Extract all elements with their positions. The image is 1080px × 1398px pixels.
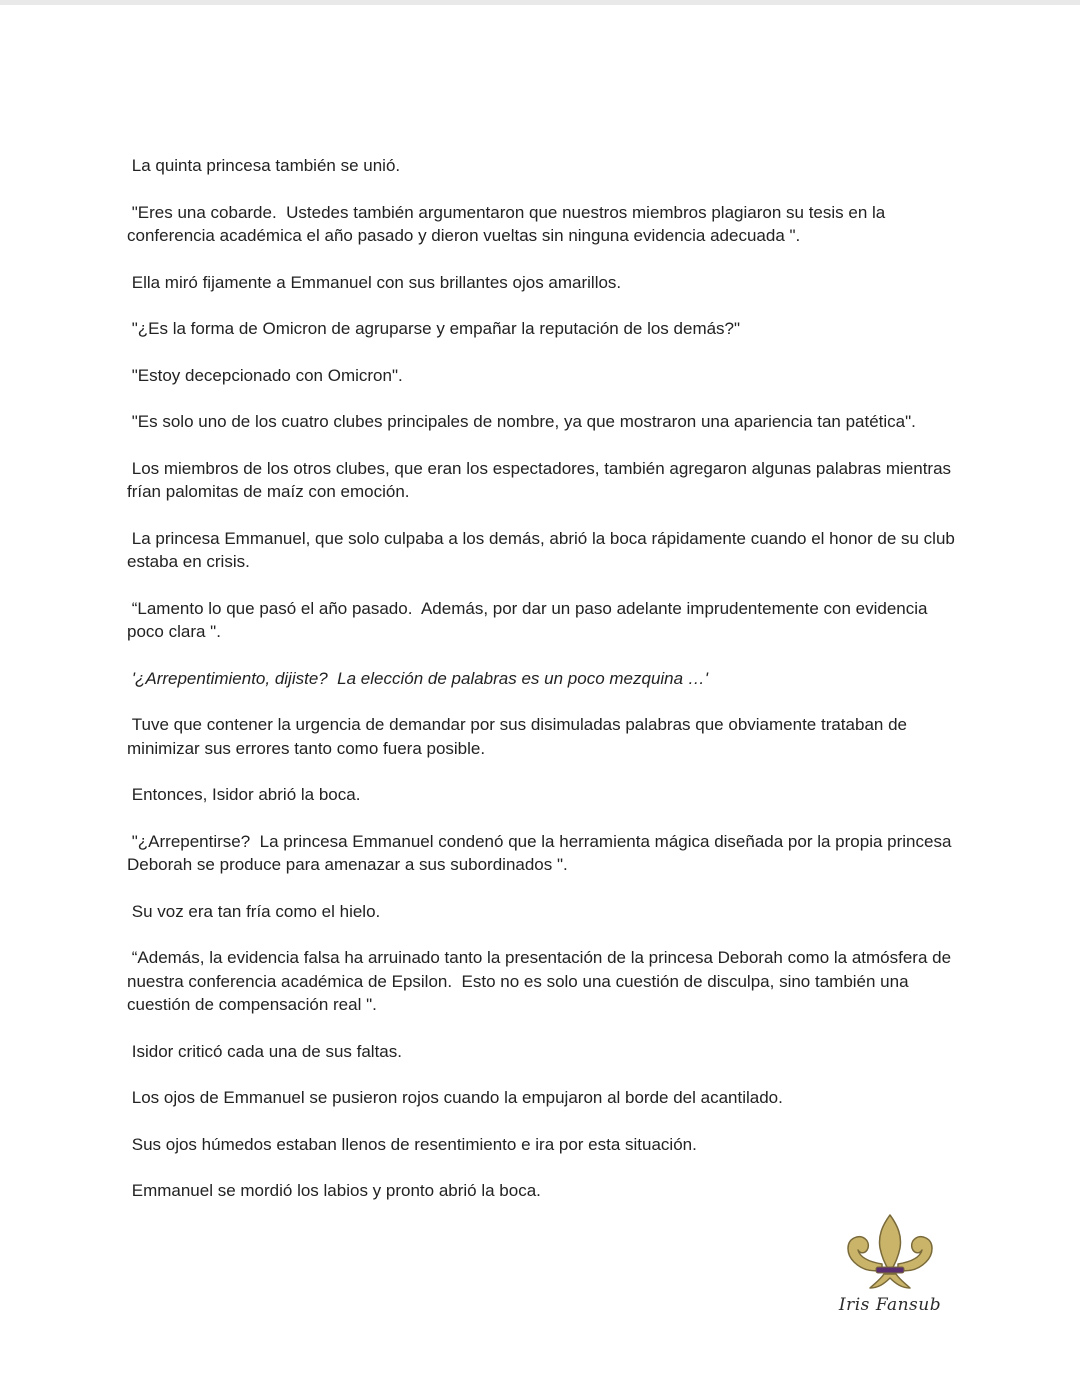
paragraph: "¿Arrepentirse? La princesa Emmanuel condenó que la herramienta mágica diseñada por la propia princesa Deborah se produce para amenazar a sus subordinados ". — [127, 831, 957, 874]
paragraph: Entonces, Isidor abrió la boca. — [127, 785, 361, 804]
top-divider — [0, 0, 1080, 5]
paragraph: Sus ojos húmedos estaban llenos de resentimiento e ira por esta situación. — [127, 1134, 697, 1154]
paragraph: Emmanuel se mordió los labios y pronto abrió la boca. — [127, 1181, 541, 1200]
paragraph: Isidor criticó cada una de sus faltas. — [127, 1041, 402, 1061]
paragraph: Tuve que contener la urgencia de demandar por sus disimuladas palabras que obviamente trataban de minimizar sus errores tanto como fuera posible. — [127, 715, 912, 758]
watermark-logo — [838, 1212, 942, 1324]
paragraph: Los ojos de Emmanuel se pusieron rojos cuando la empujaron al borde del acantilado. — [127, 1088, 783, 1107]
paragraph: "Estoy decepcionado con Omicron". — [127, 365, 403, 385]
paragraph-italic-thought: '¿Arrepentimiento, dijiste? La elección de palabras es un poco mezquina …' — [127, 668, 709, 688]
logo-text: Iris Fansub — [838, 1295, 942, 1315]
paragraph: “Lamento lo que pasó el año pasado. Además, por dar un paso adelante imprudentemente con evidencia poco clara ". — [127, 598, 933, 641]
paragraph: "¿Es la forma de Omicron de agruparse y empañar la reputación de los demás?" — [127, 319, 741, 338]
paragraph: “Además, la evidencia falsa ha arruinado tanto la presentación de la princesa Deborah como la atmósfera de nuestra conferencia académica de Epsilon. Esto no es solo una cuestión de disculpa, sino también una cuestión de compensación real ". — [127, 948, 956, 1014]
paragraph: La princesa Emmanuel, que solo culpaba a los demás, abrió la boca rápidamente cuando el honor de su club estaba en crisis. — [127, 528, 960, 571]
paragraph: "Es solo uno de los cuatro clubes principales de nombre, ya que mostraron una apariencia tan patética". — [127, 412, 916, 431]
fleur-de-lis-icon — [838, 1212, 942, 1292]
paragraph: Ella miró fijamente a Emmanuel con sus brillantes ojos amarillos. — [127, 272, 622, 292]
paragraph: Los miembros de los otros clubes, que eran los espectadores, también agregaron algunas palabras mientras frían palomitas de maíz con emoción. — [127, 458, 956, 501]
paragraph: Su voz era tan fría como el hielo. — [127, 901, 381, 921]
paragraph: La quinta princesa también se unió. — [127, 156, 401, 175]
document-body — [127, 154, 960, 1226]
paragraph: "Eres una cobarde. Ustedes también argumentaron que nuestros miembros plagiaron su tesis en la conferencia académica el año pasado y dieron vueltas sin ninguna evidencia adecuada ". — [127, 202, 890, 245]
